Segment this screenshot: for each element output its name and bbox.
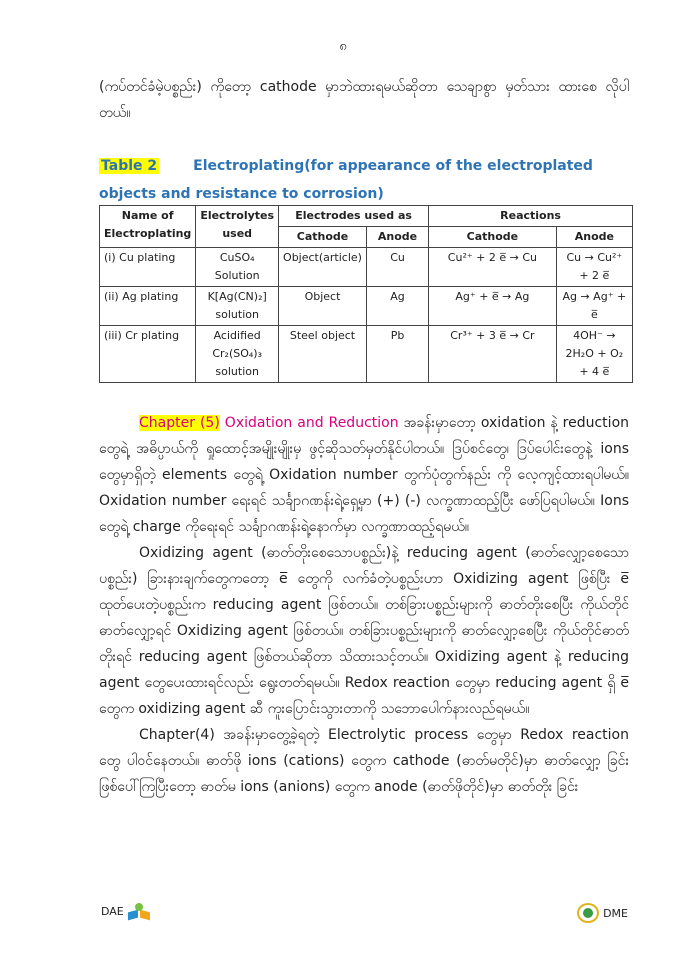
footer-left-text: DAE — [101, 904, 124, 918]
paragraph-chapter5-text: အခန်းမှာတော့ oxidation နဲ့ reduction တွေရဲ့ အဓိပ္ပာယ်ကို ရှုထောင့်အမျိုးမျိုးမှ ဖွင့်ဆိုသတ်မှတ်နိုင်ပါတယ်။ ဒြပ်စင်တွေ၊ ဒြပ်ပေါင်းတွေနဲ့ ions တွေမှာရှိတဲ့ elements တွေရဲ့ Oxidation number တွက်ပုံတွက်နည်း ကို လေ့ကျင့်ထားရပါမယ်။ Oxidation number ရေးရင် သင်္ချာဂဏန်းရဲ့ရှေ့မှာ (+) (-) လက္ခဏာထည့်ပြီး ဖော်ပြရပါမယ်။ Ions တွေရဲ့ charge ကိုရေးရင် သင်္ချာဂဏန်းရဲ့နောက်မှာ လက္ခဏာထည့်ရမယ်။ — [99, 415, 630, 535]
cell-reaction-cathode: Cr³⁺ + 3 e̅ → Cr — [429, 326, 557, 383]
cell-reaction-anode: Cu → Cu²⁺ + 2 e̅ — [556, 248, 632, 287]
cell-cathode: Object(article) — [279, 248, 367, 287]
header-reaction-anode: Anode — [556, 227, 632, 248]
cell-name: (i) Cu plating — [100, 248, 196, 287]
header-electrodes: Electrodes used as — [279, 206, 429, 227]
intro-paragraph: (ကပ်တင်ခံမဲ့ပစ္စည်း) ကိုတော့ cathode မှာဘဲထားရမယ်ဆိုတာ သေချာစွာ မှတ်သား ထားစေ လိုပါတယ်။ — [99, 79, 629, 121]
cell-electrolyte: Acidified Cr₂(SO₄)₃ solution — [196, 326, 279, 383]
cell-electrolyte: CuSO₄ Solution — [196, 248, 279, 287]
paragraph-electrolytic: Chapter(4) အခန်းမှာတွေ့ခဲ့ရတဲ့ Electrolytic process တွေမှာ Redox reaction တွေ ပါဝင်နေတယ်။ ဓာတ်ဖို ions (cations) တွေက cathode (ဓာတ်မတိုင်)မှာ ဓာတ်လျှော့ ခြင်း ဖြစ်ပေါ်ကြပြီးတော့ ဓာတ်မ ions (anions) တွေက anode (ဓာတ်ဖိုတိုင်)မှာ ဓာတ်တိုး ခြင်း — [99, 727, 629, 795]
chapter-label: Chapter (5) — [139, 415, 220, 431]
header-anode: Anode — [366, 227, 428, 248]
seal-logo-icon — [577, 903, 599, 923]
cell-reaction-anode: 4OH⁻ → 2H₂O + O₂ + 4 e̅ — [556, 326, 632, 383]
body-text — [99, 410, 629, 800]
cell-reaction-cathode: Cu²⁺ + 2 e̅ → Cu — [429, 248, 557, 287]
header-electrolytes: Electrolytes used — [196, 206, 279, 248]
footer-left — [101, 903, 150, 919]
page-number: ၈ — [339, 39, 347, 54]
table-row — [100, 287, 633, 326]
cell-reaction-cathode: Ag⁺ + e̅ → Ag — [429, 287, 557, 326]
book-logo-icon — [128, 903, 150, 919]
cell-anode: Ag — [366, 287, 428, 326]
cell-reaction-anode: Ag → Ag⁺ + e̅ — [556, 287, 632, 326]
table-label: Table 2 — [101, 158, 158, 174]
table-title-text: Electroplating(for appearance of the electroplated objects and resistance to corrosion) — [99, 158, 593, 202]
header-reaction-cathode: Cathode — [429, 227, 557, 248]
cell-anode: Pb — [366, 326, 428, 383]
electroplating-table — [99, 205, 633, 383]
cell-anode: Cu — [366, 248, 428, 287]
cell-electrolyte: K[Ag(CN)₂] solution — [196, 287, 279, 326]
cell-name: (ii) Ag plating — [100, 287, 196, 326]
footer-right — [577, 903, 628, 923]
cell-cathode: Steel object — [279, 326, 367, 383]
paragraph-agents: Oxidizing agent (ဓာတ်တိုးစေသောပစ္စည်း)နဲ့ reducing agent (ဓာတ်လျှော့စေသောပစ္စည်း) ခြားနားချက်တွေကတော့ e̅ တွေကို လက်ခံတဲ့ပစ္စည်းဟာ Oxidizing agent ဖြစ်ပြီး e̅ ထုတ်ပေးတဲ့ပစ္စည်းက reducing agent ဖြစ်တယ်။ တစ်ခြားပစ္စည်းများကို ဓာတ်တိုးစေပြီး ကိုယ်တိုင်ဓာတ်လျှော့ရင် Oxidizing agent ဖြစ်တယ်။ တစ်ခြားပစ္စည်းများကို ဓာတ်လျှော့စေပြီး ကိုယ်တိုင်ဓာတ်တိုးရင် reducing agent ဖြစ်တယ်ဆိုတာ သိထားသင့်တယ်။ Oxidizing agent နဲ့ reducing agent တွေပေးထားရင်လည်း ရွေးတတ်ရမယ်။ Redox reaction တွေမှာ reducing agent ရှိ e̅ တွေက oxidizing agent ဆီ ကူးပြောင်းသွားတာကို သဘောပေါက်နားလည်ရမယ်။ — [99, 545, 629, 717]
paragraph-chapter5 — [99, 410, 629, 540]
cell-name: (iii) Cr plating — [100, 326, 196, 383]
header-reactions: Reactions — [429, 206, 633, 227]
table-title — [99, 152, 629, 208]
header-cathode: Cathode — [279, 227, 367, 248]
chapter-title: Oxidation and Reduction — [224, 415, 399, 431]
table-row — [100, 326, 633, 383]
cell-cathode: Object — [279, 287, 367, 326]
footer-right-text: DME — [603, 906, 628, 920]
header-name: Name of Electroplating — [100, 206, 196, 248]
table-row — [100, 248, 633, 287]
